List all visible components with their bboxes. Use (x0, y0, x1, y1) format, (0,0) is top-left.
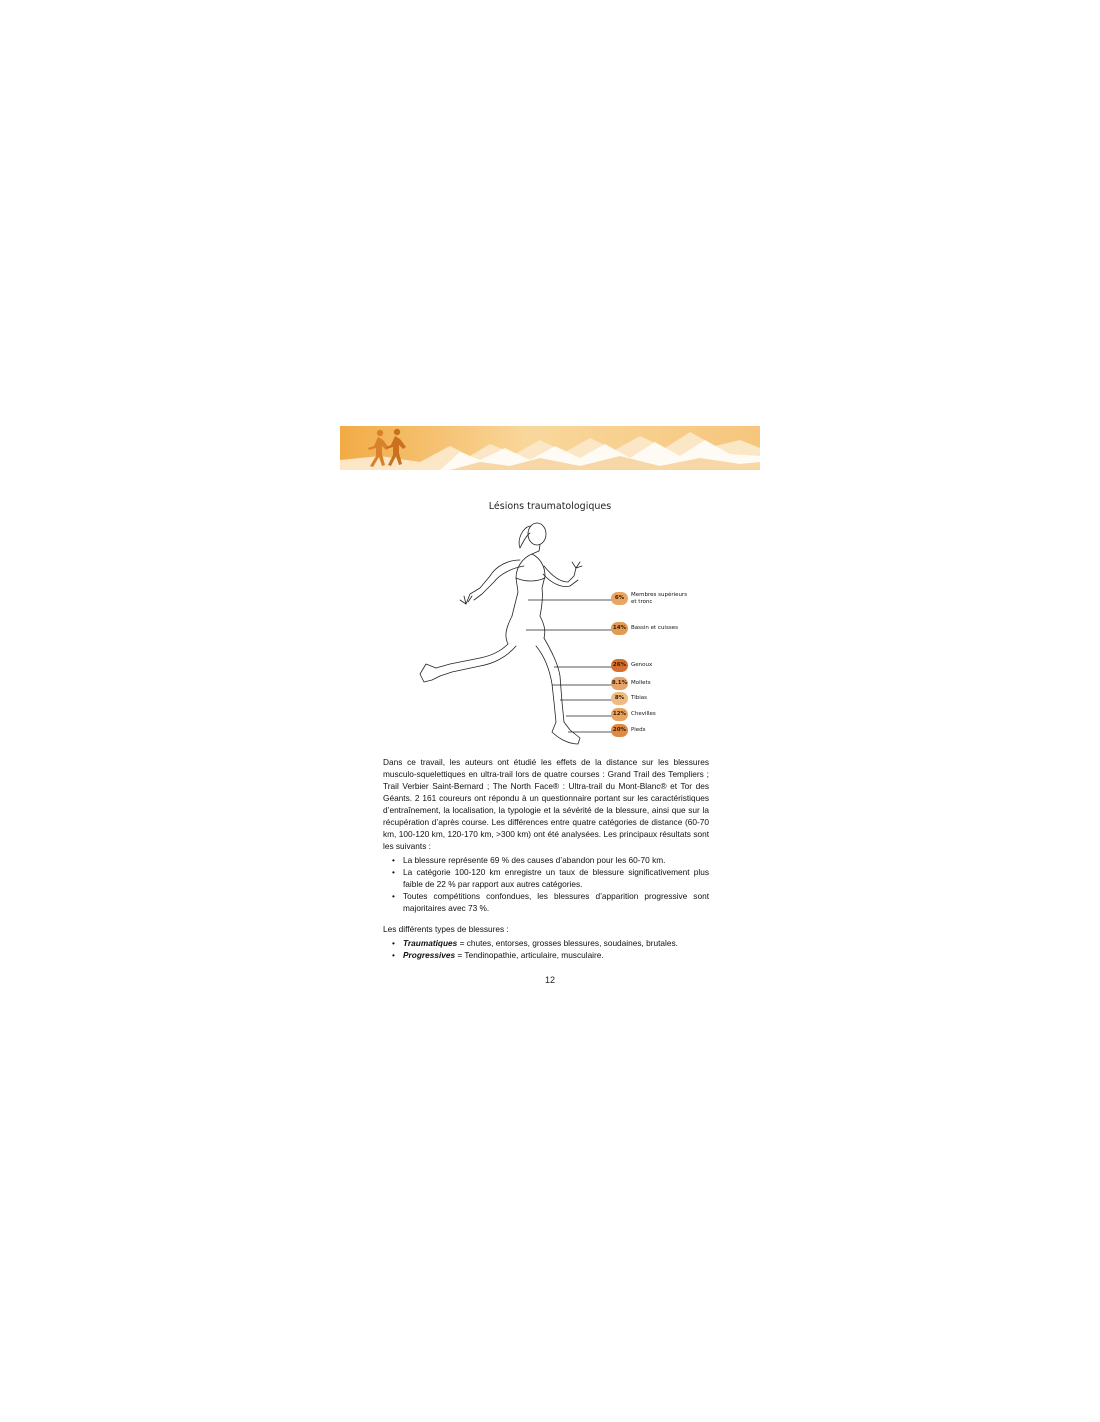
results-list (383, 854, 709, 914)
injury-label: Genoux (631, 662, 653, 668)
type-term: Progressives (403, 950, 456, 960)
list-item (403, 949, 709, 961)
injury-percent-badge: 20% (611, 724, 628, 737)
runner-illustration (420, 523, 582, 744)
injury-percent-badge: 26% (611, 659, 628, 672)
injury-percent-badge: 8.1% (611, 677, 628, 690)
injury-percent-badge: 14% (611, 622, 628, 635)
types-intro: Les différents types de blessures : (383, 924, 509, 934)
list-item: • La catégorie 100-120 km enregistre un taux de blessure significativement plus faible de 22 % par rapport aux autres catégories. (403, 866, 709, 890)
header-banner (340, 426, 760, 470)
injury-label: Membres supérieurs et tronc (631, 592, 688, 605)
intro-paragraph: Dans ce travail, les auteurs ont étudié les effets de la distance sur les blessures musculo-squelettiques en ultra-trail lors de quatre courses : Grand Trail des Templiers ; Trail Verbier Saint-Bernard ; The North Face® : Ultra-trail du Mont-Blanc® et Tor des Géants. 2 161 coureurs ont répondu à un questionnaire portant sur les caractéristiques d’entraînement, la localisation, la typologie et la sévérité de la blessure, ainsi que sur la récupération d’après course. Les différences entre quatre catégories de distance (60-70 km, 100-120 km, 120-170 km, >300 km) ont été analysées. Les principaux résultats sont les suivants : (383, 757, 709, 851)
injury-label: Bassin et cuisses (631, 625, 678, 631)
injury-label: Chevilles (631, 711, 656, 717)
injury-label: Mollets (631, 680, 651, 686)
injury-percent-badge: 8% (611, 692, 628, 705)
leader-lines (526, 600, 615, 732)
runner-injury-figure (340, 496, 760, 746)
type-desc: = Tendinopathie, articulaire, musculaire. (455, 950, 604, 960)
injury-percent-badge: 6% (611, 592, 628, 605)
types-list (383, 937, 709, 961)
list-item: • Toutes compétitions confondues, les blessures d’apparition progressive sont majoritaires avec 73 %. (403, 890, 709, 914)
injury-percent-badge: 12% (611, 708, 628, 721)
list-item: • La blessure représente 69 % des causes d’abandon pour les 60-70 km. (403, 854, 709, 866)
body-text (383, 756, 709, 961)
figure-title: Lésions traumatologiques (488, 501, 612, 512)
page-number: 12 (544, 975, 555, 985)
list-item (403, 937, 709, 949)
type-desc: = chutes, entorses, grosses blessures, soudaines, brutales. (457, 938, 678, 948)
book-page (340, 426, 760, 1006)
type-term: Traumatiques (403, 938, 458, 948)
injury-label: Tibias (631, 695, 647, 701)
injury-label: Pieds (631, 727, 646, 733)
